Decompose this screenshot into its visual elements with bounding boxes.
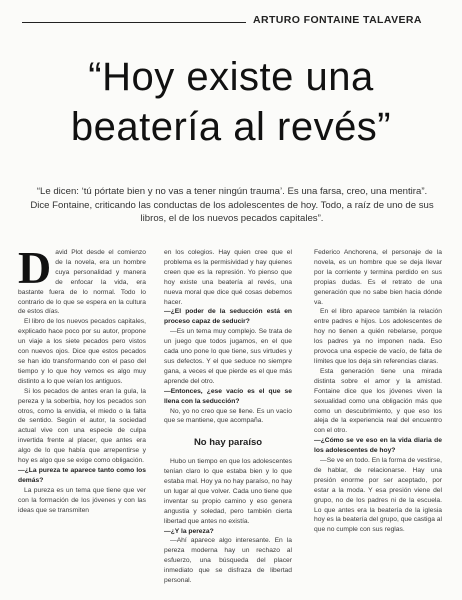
interview-question: —¿Cómo se ve eso en la vida diaria de los adolescentes de hoy? [314, 437, 442, 455]
text-column-2 [164, 248, 292, 600]
paragraph: —Ahí aparece algo interesante. En la pereza moderna hay un rechazo al esfuerzo, una búsqueda del placer inmediato que se disfraza de libertad personal. [164, 537, 292, 585]
interview-question: —¿La pureza te aparece tanto como los demás? [18, 466, 146, 484]
text-column-1 [18, 248, 146, 600]
paragraph: Esta generación tiene una mirada distinta sobre el amor y la amistad. Fontaine dice que los jóvenes viven la sexualidad como una obligación más que como un descubrimiento, y que eso los aleja de la experiencia real del encuentro con el otro. [314, 367, 442, 435]
text-column-3 [314, 248, 442, 600]
paragraph: Hubo un tiempo en que los adolescentes tenían claro lo que estaba bien y lo que estaba mal. Hoy ya no hay paraíso, no hay un lugar al que volver. Cada uno tiene que inventar su propio camino y eso genera angustia y soledad, pero también cierta libertad que antes no existía. [164, 458, 292, 525]
paragraph: El libro de los nuevos pecados capitales, explicado hace poco por su autor, propone un viaje a los siete pecados pero vistos con nuevos ojos. Dice que estos pecados se han ido transformando con el paso del tiempo y lo que hoy vemos es algo muy distinto a lo que veían los antiguos. [18, 318, 146, 385]
header-rule [22, 22, 246, 23]
interview-question: —¿Y la pereza? [164, 527, 214, 535]
paragraph: No, yo no creo que se llene. Es un vacío que se mantiene, que acompaña. [164, 407, 292, 425]
interview-question: —Entonces, ¿ese vacío es el que se llena con la seducción? [164, 387, 292, 405]
article-title: “Hoy existe una beatería al revés” [70, 55, 392, 149]
paragraph: —Se ve en todo. En la forma de vestirse, de hablar, de relacionarse. Hay una presión enorme por ser aceptado, por estar a la moda. Y esa presión viene del grupo, no de los padres ni de la escuela. Lo que antes era la beatería de la iglesia hoy es la beatería del grupo, que castiga al que no cumple con sus reglas. [314, 457, 442, 534]
article-deck: “Le dicen: ‘tú pórtate bien y no vas a tener ningún trauma’. Es una farsa, creo, una mentira”. Dice Fontaine, criticando las conductas de los adolescentes de hoy. Todo, a raíz de uno de sus libros, el de los nuevos pecados capitales”. [30, 186, 434, 224]
paragraph: En el libro aparece también la relación entre padres e hijos. Los adolescentes de hoy no tienen a quién rebelarse, porque los padres ya no imponen nada. Eso provoca una especie de vacío, de falta de límites que los deja sin referencias claras. [314, 308, 442, 365]
paragraph: Federico Anchorena, el personaje de la novela, es un hombre que se deja llevar por la corriente y termina perdido en sus propias dudas. Es el retrato de una generación que no sabe bien hacia dónde va. [314, 249, 442, 306]
interview-question: —¿El poder de la seducción está en proceso capaz de seducir? [164, 308, 292, 326]
paragraph: en los colegios. Hay quien cree que el problema es la permisividad y hay quienes creen que es la represión. Yo pienso que hoy existe una beatería al revés, una nueva moral que dice qué cosas debemos hacer. [164, 249, 292, 306]
paragraph: avid Plot desde el comienzo de la novela, era un hombre cuya personalidad y manera de enfocar la vida, era bastante fuera de lo normal. Todo lo contrario de lo que se espera en la cultura de estos días. [18, 249, 146, 316]
paragraph: Si los pecados de antes eran la gula, la pereza y la soberbia, hoy los pecados son otros, como la envidia, el miedo o la falta de sentido. Según el autor, la sociedad actual vive con una especie de culpa invertida frente al placer, que antes era algo de lo que había que arrepentirse y hoy es algo que se exige como obligación. [18, 387, 146, 465]
section-subhead: No hay paraíso [193, 437, 263, 449]
paragraph: La pureza es un tema que tiene que ver con la formación de los jóvenes y con las ideas que se transmiten [18, 486, 146, 514]
drop-cap: D [18, 248, 52, 293]
author-byline: ARTURO FONTAINE TALAVERA [253, 14, 422, 26]
paragraph: —Es un tema muy complejo. Se trata de un juego que todos jugamos, en el que cada uno pone lo que tiene, sus virtudes y sus defectos. Y el que seduce no siempre gana, a veces el que pierde es el que más aprende del otro. [164, 328, 292, 385]
